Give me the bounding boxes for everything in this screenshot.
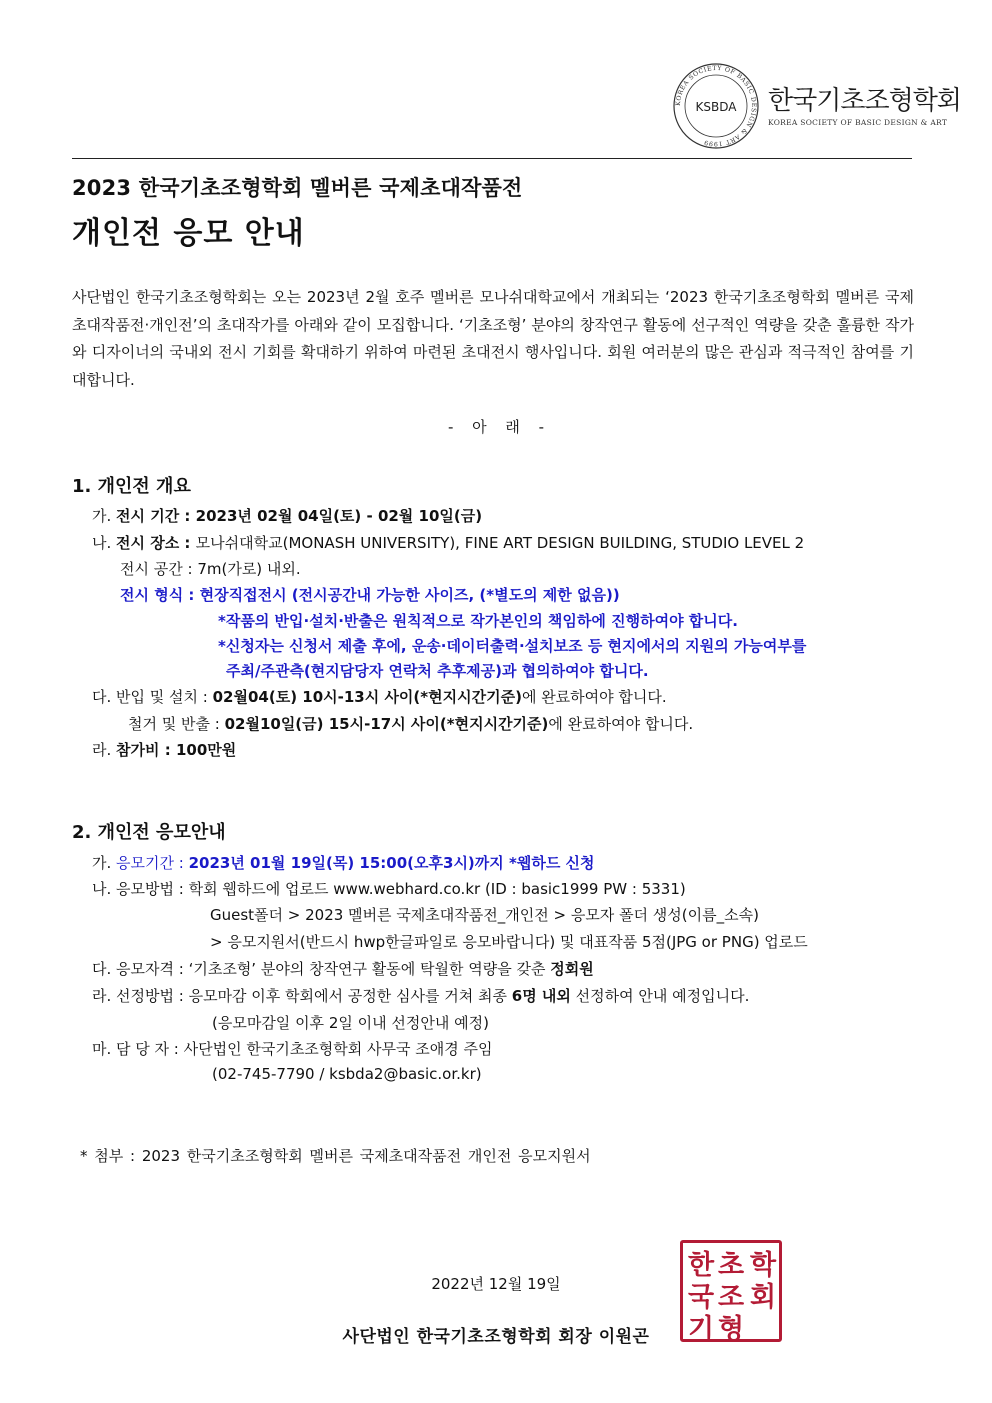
s2-method-step-3: > 응모지원서(반드시 hwp한글파일로 응모바랍니다) 및 대표작품 5점(JPG or PNG) 업로드	[210, 933, 808, 951]
document-date: 2022년 12월 19일	[431, 1275, 561, 1293]
s1-exhibition-period: 가. 전시 기간 : 2023년 02월 04일(토) - 02월 10일(금)	[92, 507, 483, 525]
document-title: 2023 한국기초조형학회 멜버른 국제초대작품전	[72, 176, 523, 200]
logo-name-english: KOREA SOCIETY OF BASIC DESIGN & ART	[768, 118, 948, 127]
seal-char: 국	[687, 1282, 715, 1313]
s2-eligibility: 다. 응모자격 : ‘기초조형’ 분야의 창작연구 활동에 탁월한 역량을 갖춘 정회원	[92, 960, 594, 978]
section-1-heading: 1. 개인전 개요	[72, 476, 191, 497]
signature-line: 사단법인 한국기초조형학회 회장 이원곤	[342, 1327, 650, 1347]
seal-char: 회	[749, 1282, 777, 1313]
s2-selection: 라. 선정방법 : 응모마감 이후 학회에서 공정한 심사를 거쳐 최종 6명 내외 선정하여 안내 예정입니다.	[92, 987, 750, 1005]
arae-marker: - 아 래 -	[447, 418, 545, 436]
emblem-ring-text: KOREA SOCIETY OF BASIC DESIGN & ART 1999	[674, 64, 758, 148]
document-subtitle: 개인전 응모 안내	[72, 216, 305, 251]
seal-char: 형	[717, 1314, 745, 1345]
s1-exhibition-space: 전시 공간 : 7m(가로) 내외.	[120, 560, 301, 578]
emblem-badge: KSBDA	[695, 100, 737, 114]
s2-contact: 마. 담 당 자 : 사단법인 한국기초조형학회 사무국 조애경 주임	[92, 1040, 493, 1058]
seal-char: 기	[687, 1314, 715, 1345]
s2-application-period: 가. 응모기간 : 2023년 01월 19일(목) 15:00(오후3시)까지 *웹하드 신청	[92, 854, 595, 872]
s1-note-1: *작품의 반입·설치·반출은 원칙적으로 작가본인의 책임하에 진행하여야 합니다.	[218, 612, 738, 630]
s1-note-3: 주최/주관측(현지담당자 연락처 추후제공)과 협의하여야 합니다.	[226, 662, 649, 680]
s2-application-method: 나. 응모방법 : 학회 웹하드에 업로드 www.webhard.co.kr (ID : basic1999 PW : 5331)	[92, 880, 686, 898]
intro-paragraph: 사단법인 한국기초조형학회는 오는 2023년 2월 호주 멜버른 모나쉬대학교에서 개최되는 ‘2023 한국기초조형학회 멜버른 국제초대작품전·개인전’의 초대작가를 아래와 같이 모집합니다. ‘기초조형’ 분야의 창작연구 활동에 선구적인 역량을 갖춘 훌륭한 작가와 디자이너의 국내외 전시 기회를 확대하기 위하여 마련된 초대전시 행사입니다. 회원 여러분의 많은 관심과 적극적인 참여를 기대합니다.	[72, 288, 914, 389]
s2-contact-details: (02-745-7790 / ksbda2@basic.or.kr)	[212, 1065, 482, 1083]
s2-method-step-2: Guest폴더 > 2023 멜버른 국제초대작품전_개인전 > 응모자 폴더 생성(이름_소속)	[210, 906, 759, 924]
ksbda-emblem-icon	[672, 62, 760, 150]
seal-char: 한	[687, 1250, 715, 1281]
s1-exhibition-form: 전시 형식 : 현장직접전시 (전시공간내 가능한 사이즈, (*별도의 제한 없음))	[120, 586, 620, 604]
seal-char: 학	[749, 1250, 777, 1281]
s1-fee: 라. 참가비 : 100만원	[92, 741, 237, 759]
s1-install: 다. 반입 및 설치 : 02월04(토) 10시-13시 사이(*현지시간기준)에 완료하여야 합니다.	[92, 688, 667, 706]
section-2-heading: 2. 개인전 응모안내	[72, 822, 226, 843]
s1-removal: 철거 및 반출 : 02월10일(금) 15시-17시 사이(*현지시간기준)에 완료하여야 합니다.	[128, 715, 694, 733]
s1-note-2: *신청자는 신청서 제출 후에, 운송·데이터출력·설치보조 등 현지에서의 지원의 가능여부를	[218, 637, 807, 655]
header-divider	[72, 158, 912, 159]
s1-exhibition-venue: 나. 전시 장소 : 모나쉬대학교(MONASH UNIVERSITY), FINE ART DESIGN BUILDING, STUDIO LEVEL 2	[92, 534, 805, 552]
official-seal-icon	[680, 1240, 782, 1345]
s2-selection-note: (응모마감일 이후 2일 이내 선정안내 예정)	[212, 1014, 489, 1032]
seal-char: 초	[717, 1250, 745, 1281]
seal-char: 조	[717, 1282, 745, 1313]
logo-name-korean: 한국기초조형학회	[768, 86, 961, 116]
attachment-note: * 첨부 : 2023 한국기초조형학회 멜버른 국제초대작품전 개인전 응모지원서	[80, 1147, 591, 1165]
